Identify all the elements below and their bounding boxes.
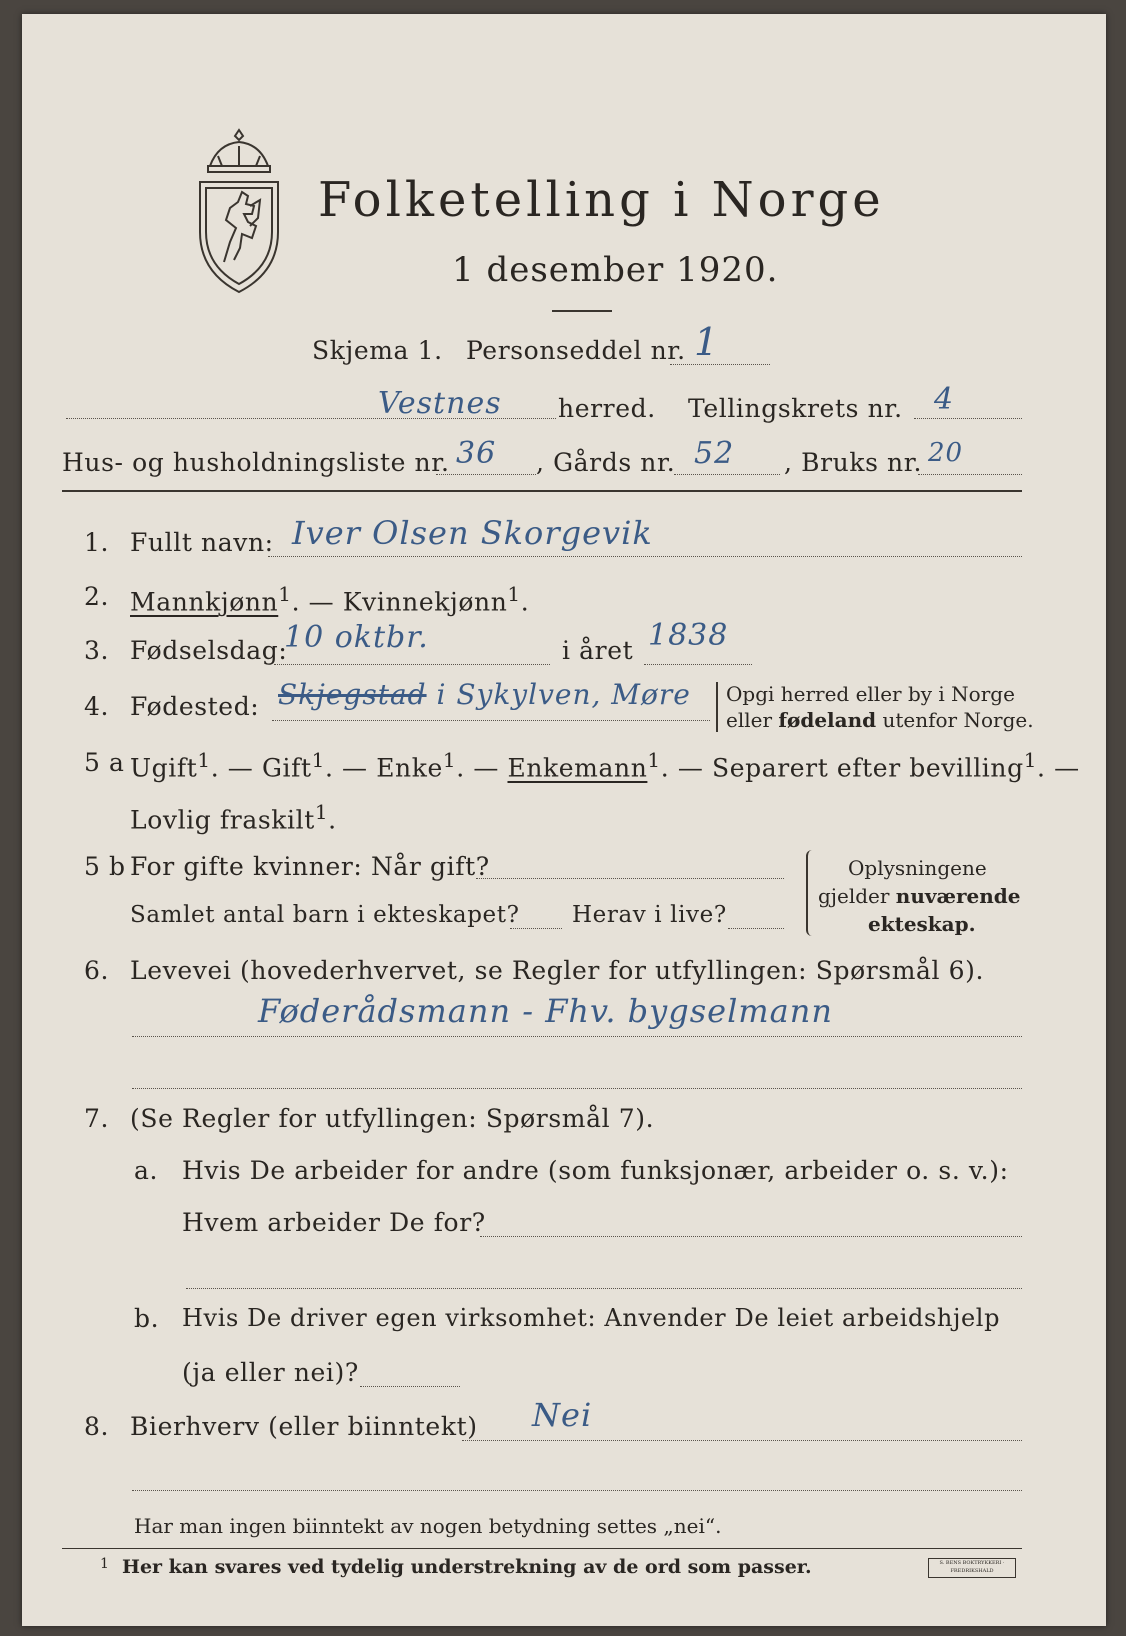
married-when-field[interactable] [476,878,784,879]
gards-value: 52 [694,436,735,471]
bruks-field[interactable] [918,474,1022,475]
footer-divider [62,1548,1022,1549]
children-total-label: Samlet antal barn i ekteskapet? [130,902,520,928]
q6-number: 6. [84,956,110,985]
q5b-number: 5 b [84,852,126,881]
option-ugift[interactable]: Ugift [130,753,198,783]
birthyear-label: i året [562,636,634,665]
option-separert[interactable]: Separert efter bevilling [711,753,1024,783]
marriage-note-3: ekteskap. [868,912,976,936]
birthplace-label: Fødested: [130,692,260,721]
full-name-field[interactable] [268,556,1022,557]
census-date: 1 desember 1920. [452,250,779,290]
herred-value: Vestnes [378,386,502,421]
side-income-field-2[interactable] [132,1490,1022,1491]
birthplace-value [278,678,691,711]
side-income-note: Har man ingen biinntekt av nogen betydning settes „nei“. [134,1514,722,1538]
printer-stamp: S. BENS BOKTRYKKERI · FREDRIKSHALD [928,1558,1016,1578]
occupation-field-2[interactable] [132,1088,1022,1089]
q5a-number: 5 a [84,748,125,777]
option-kvinnekjonn[interactable]: Kvinnekjønn [342,587,508,617]
footnote-text: Her kan svares ved tydelig understrekning av de ord som passer. [122,1556,812,1578]
q1-label: Fullt navn: [130,528,274,557]
employer-field-1[interactable] [480,1236,1022,1237]
marital-options: Ugift$^1$. — Gift$^1$. — Enke$^1$. — Enkemann$^1$. — Separert efter bevilling$^1$. — [130,748,1080,783]
hus-field[interactable] [436,474,536,475]
q7b-letter: b. [134,1304,160,1333]
section-divider [62,490,1022,492]
gards-field[interactable] [674,474,780,475]
q7a-letter: a. [134,1156,159,1185]
gender-options: Mannkjønn$^1$. — Kvinnekjønn$^1$. [130,582,530,617]
bracket [716,682,720,732]
employer-label: Hvem arbeider De for? [182,1208,486,1237]
personseddel-label: Personseddel nr. [466,336,686,365]
q7b-text: Hvis De driver egen virksomhet: Anvender De leiet arbeidshjelp [182,1304,1001,1332]
hus-label: Hus- og husholdningsliste nr. [62,448,450,477]
form-title: Folketelling i Norge [318,172,885,228]
birthdate-value: 10 oktbr. [284,620,429,655]
children-alive-label: Herav i live? [572,902,727,928]
birthplace-note-2: eller fødeland utenfor Norge. [726,708,1034,732]
q3-number: 3. [84,636,110,665]
option-enke[interactable]: Enke [376,753,443,783]
q7-number: 7. [84,1104,110,1133]
children-total-field[interactable] [510,928,562,929]
birthdate-label: Fødselsdag: [130,636,288,665]
q4-number: 4. [84,692,110,721]
tellingskrets-label: Tellingskrets nr. [688,394,903,423]
option-gift[interactable]: Gift [261,753,312,783]
hired-help-field[interactable] [360,1386,460,1387]
birthyear-value: 1838 [648,618,729,653]
q7a-text: Hvis De arbeider for andre (som funksjonær, arbeider o. s. v.): [182,1156,1009,1185]
birthplace-field[interactable] [272,720,710,721]
marital-options-cont: Lovlig fraskilt$^1$. [130,800,337,835]
side-income-field-1[interactable] [462,1440,1022,1441]
bruks-label: , Bruks nr. [784,448,923,477]
side-income-value: Nei [532,1396,593,1434]
marriage-note-2: gjelder nuværende [818,884,1021,908]
coat-of-arms-icon [190,126,288,296]
q7-label: (Se Regler for utfyllingen: Spørsmål 7). [130,1104,655,1133]
birthplace-struck: Skjegstad [278,678,427,711]
gards-label: , Gårds nr. [536,448,676,477]
hus-value: 36 [456,436,497,471]
birthyear-field[interactable] [644,664,752,665]
tellingskrets-value: 4 [934,382,955,417]
personseddel-field[interactable] [670,364,770,365]
occupation-value: Føderådsmann - Fhv. bygselmann [258,992,833,1030]
children-alive-field[interactable] [728,928,784,929]
footnote-number: 1 [100,1556,109,1572]
side-income-label: Bierhverv (eller biinntekt) [130,1412,478,1441]
employer-field-2[interactable] [186,1288,1022,1289]
herred-label: herred. [558,394,656,423]
title-divider [552,310,612,312]
hired-help-label: (ja eller nei)? [182,1358,359,1387]
q8-number: 8. [84,1412,110,1441]
census-form-page [22,14,1106,1626]
occupation-label: Levevei (hovederhvervet, se Regler for utfyllingen: Spørsmål 6). [130,956,985,985]
bruks-value: 20 [928,438,964,468]
q2-number: 2. [84,582,110,611]
full-name-value: Iver Olsen Skorgevik [292,514,653,552]
option-lovlig-fraskilt[interactable]: Lovlig fraskilt [130,805,315,835]
option-enkemann[interactable]: Enkemann [507,753,648,783]
occupation-field-1[interactable] [132,1036,1022,1037]
birthdate-field[interactable] [274,664,550,665]
tellingskrets-field[interactable] [914,418,1022,419]
schema-label: Skjema 1. [312,336,443,365]
option-mannkjonn[interactable]: Mannkjønn [130,587,279,617]
married-when-label: For gifte kvinner: Når gift? [130,852,490,881]
marriage-note-1: Oplysningene [848,856,987,880]
birthplace-note-1: Opgi herred eller by i Norge [726,682,1015,706]
personseddel-value: 1 [694,320,720,364]
bracket [806,850,816,936]
q1-number: 1. [84,528,110,557]
birthplace-text: i Sykylven, Møre [436,678,691,711]
